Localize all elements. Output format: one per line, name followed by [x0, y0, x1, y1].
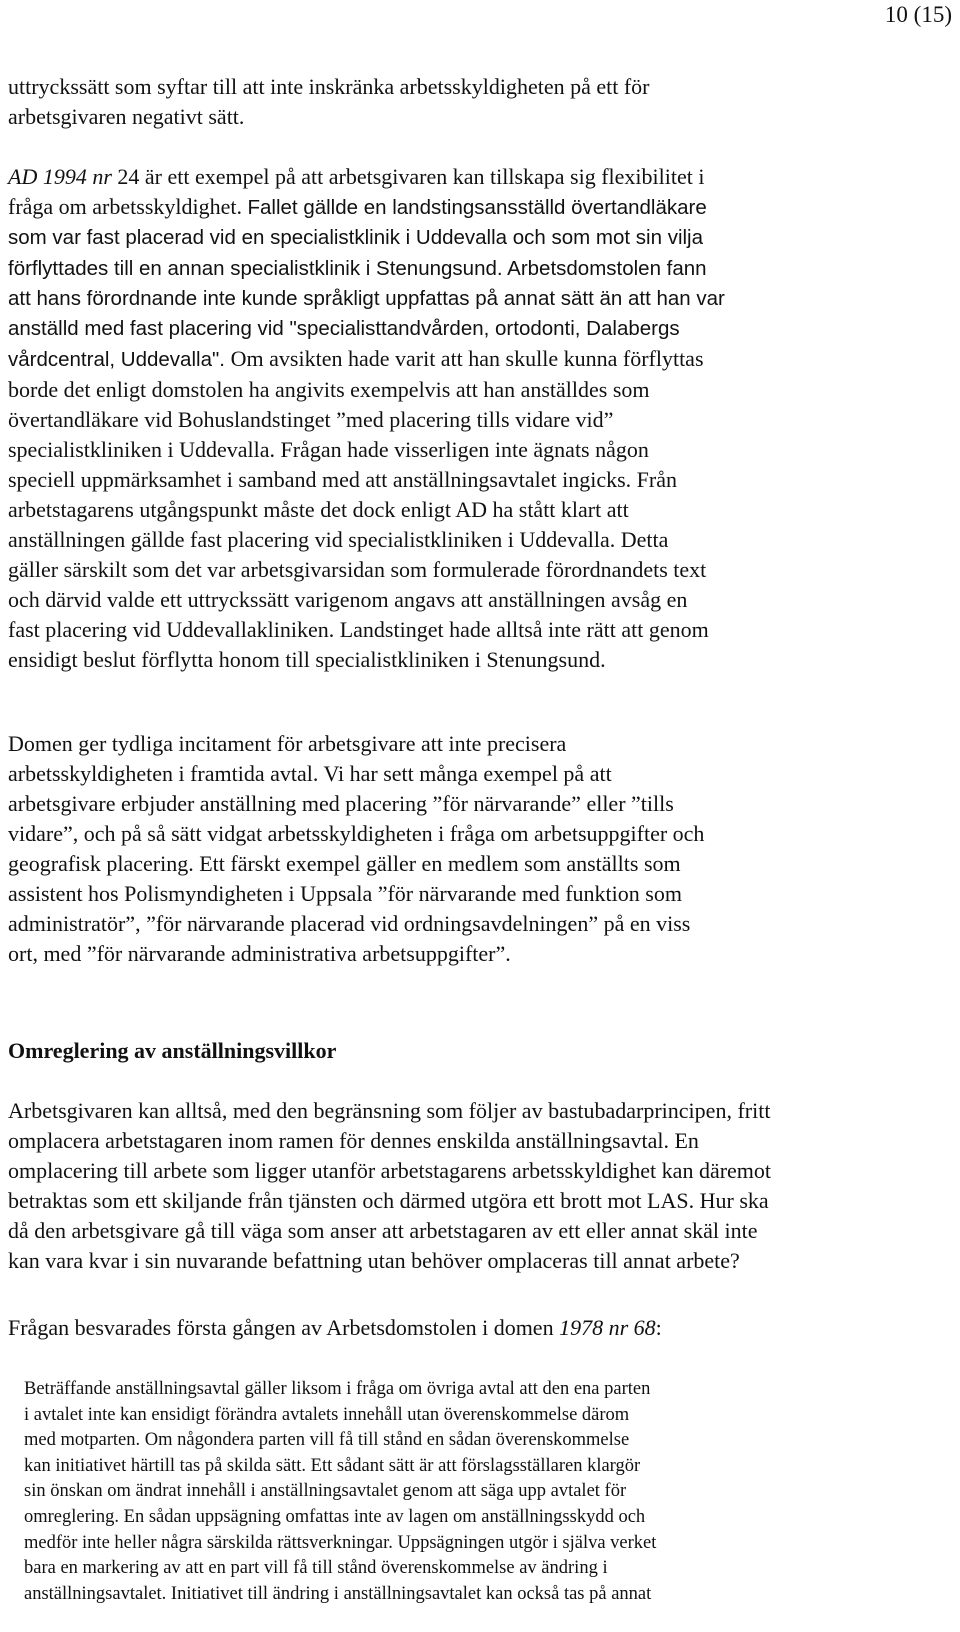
- text-line: assistent hos Polismyndigheten i Uppsala ”för närvarande med funktion som: [8, 881, 682, 906]
- quote-line: sin önskan om ändrat innehåll i anställningsavtalet genom att säga upp avtalet för: [24, 1481, 627, 1502]
- paragraph-3: [8, 729, 950, 969]
- quote-line: anställningsavtalet. Initiativet till ändring i anställningsavtalet kan också tas på annat: [24, 1583, 652, 1604]
- text-line: administratör”, ”för närvarande placerad vid ordningsavdelningen” på en viss: [8, 911, 691, 936]
- paragraph-1: [8, 72, 950, 132]
- text-line: arbetsgivare erbjuder anställning med placering ”för närvarande” eller ”tills: [8, 791, 674, 816]
- text-line: [8, 162, 950, 192]
- case-reference: AD 1994 nr: [8, 164, 112, 189]
- paragraph-2: [8, 162, 950, 675]
- text-line: vidare”, och på så sätt vidgat arbetsskyldigheten i fråga om arbetsuppgifter och: [8, 821, 705, 846]
- text-span: :: [655, 1315, 662, 1340]
- text-line: omplacering till arbete som ligger utanför arbetstagarens arbetsskyldighet kan däremot: [8, 1158, 772, 1183]
- quote-line: i avtalet inte kan ensidigt förändra avtalets innehåll utan överenskommelse därom: [24, 1404, 630, 1425]
- text-line: arbetsskyldigheten i framtida avtal. Vi har sett många exempel på att: [8, 761, 612, 786]
- text-span: förflyttades till en annan specialistklinik i Stenungsund.: [8, 257, 508, 280]
- case-reference: 1978 nr 68: [559, 1315, 656, 1340]
- text-line: omplacera arbetstagaren inom ramen för dennes enskilda anställningsavtal. En: [8, 1128, 699, 1153]
- text-span: 24 är ett exempel på att arbetsgivaren kan tillskapa sig flexibilitet i: [111, 164, 705, 189]
- text-line: ensidigt beslut förflytta honom till specialistkliniken i Stenungsund.: [8, 647, 606, 672]
- text-span: Fallet gällde en landstingsansställd övertandläkare: [247, 196, 707, 219]
- text-span: fråga om arbetsskyldighet.: [8, 194, 248, 219]
- quote-line: bara en markering av att en part vill få till stånd överenskommelse av ändring i: [24, 1558, 608, 1579]
- block-quote: [24, 1377, 950, 1607]
- text-line: att hans förordnande inte kunde språkligt uppfattas på annat sätt än att han var: [8, 287, 725, 310]
- text-line: Domen ger tydliga incitament för arbetsgivare att inte precisera: [8, 731, 567, 756]
- text-line: anställningen gällde fast placering vid specialistkliniken i Uddevalla. Detta: [8, 527, 669, 552]
- text-line: speciell uppmärksamhet i samband med att anställningsavtalet ingicks. Från: [8, 467, 678, 492]
- quote-line: med motparten. Om någondera parten vill få till stånd en sådan överenskommelse: [24, 1430, 630, 1451]
- text-line: och därvid valde ett uttryckssätt varigenom angavs att anställningen avsåg en: [8, 587, 688, 612]
- text-line: uttryckssätt som syftar till att inte inskränka arbetsskyldigheten på ett för: [8, 74, 650, 99]
- text-line: borde det enligt domstolen ha angivits exempelvis att han anställdes som: [8, 377, 650, 402]
- text-line: som var fast placerad vid en specialistklinik i Uddevalla och som mot sin vilja: [8, 226, 704, 249]
- text-span: Arbetsdomstolen fann: [507, 257, 707, 280]
- text-line: specialistkliniken i Uddevalla. Frågan hade visserligen inte ägnats någon: [8, 437, 649, 462]
- paragraph-5: [8, 1313, 950, 1343]
- text-line: arbetsgivaren negativt sätt.: [8, 104, 245, 129]
- quote-line: Beträffande anställningsavtal gäller liksom i fråga om övriga avtal att den ena parten: [24, 1379, 651, 1399]
- text-line: [8, 344, 950, 375]
- quote-line: medför inte heller några särskilda rättsverkningar. Uppsägningen utgör i själva verket: [24, 1532, 657, 1553]
- text-line: [8, 192, 950, 223]
- page-number: 10 (15): [884, 2, 952, 27]
- text-line: Arbetsgivaren kan alltså, med den begränsning som följer av bastubadarprincipen, fritt: [8, 1098, 771, 1123]
- text-line: gäller särskilt som det var arbetsgivarsidan som formulerade förordnandets text: [8, 557, 707, 582]
- text-line: [8, 1313, 950, 1343]
- text-line: geografisk placering. Ett färskt exempel gäller en medlem som anställts som: [8, 851, 681, 876]
- text-line: fast placering vid Uddevallakliniken. Landstinget hade alltså inte rätt att genom: [8, 617, 709, 642]
- text-line: betraktas som ett skiljande från tjänsten och därmed utgöra ett brott mot LAS. Hur ska: [8, 1188, 769, 1213]
- text-line: då den arbetsgivare gå till väga som anser att arbetstagaren av ett eller annat skäl inte: [8, 1218, 758, 1243]
- text-line: [8, 253, 950, 284]
- text-line: ort, med ”för närvarande administrativa arbetsuppgifter”.: [8, 941, 511, 966]
- quote-line: omreglering. En sådan uppsägning omfattas inte av lagen om anställningsskydd och: [24, 1506, 646, 1527]
- text-span: Frågan besvarades första gången av Arbetsdomstolen i domen: [8, 1315, 560, 1340]
- text-line: arbetstagarens utgångspunkt måste det dock enligt AD ha stått klart att: [8, 497, 629, 522]
- text-span: vårdcentral, Uddevalla".: [8, 348, 231, 371]
- paragraph-4: [8, 1096, 950, 1276]
- text-line: övertandläkare vid Bohuslandstinget ”med placering tills vidare vid”: [8, 407, 614, 432]
- text-line: anställd med fast placering vid "specialisttandvården, ortodonti, Dalabergs: [8, 317, 680, 340]
- text-line: kan vara kvar i sin nuvarande befattning utan behöver omplaceras till annat arbete?: [8, 1248, 740, 1273]
- text-span: Om avsikten hade varit att han skulle kunna förflyttas: [230, 346, 704, 371]
- section-heading: Omreglering av anställningsvillkor: [8, 1038, 337, 1063]
- quote-line: kan initiativet härtill tas på skilda sätt. Ett sådant sätt är att förslagsställaren klargör: [24, 1455, 641, 1476]
